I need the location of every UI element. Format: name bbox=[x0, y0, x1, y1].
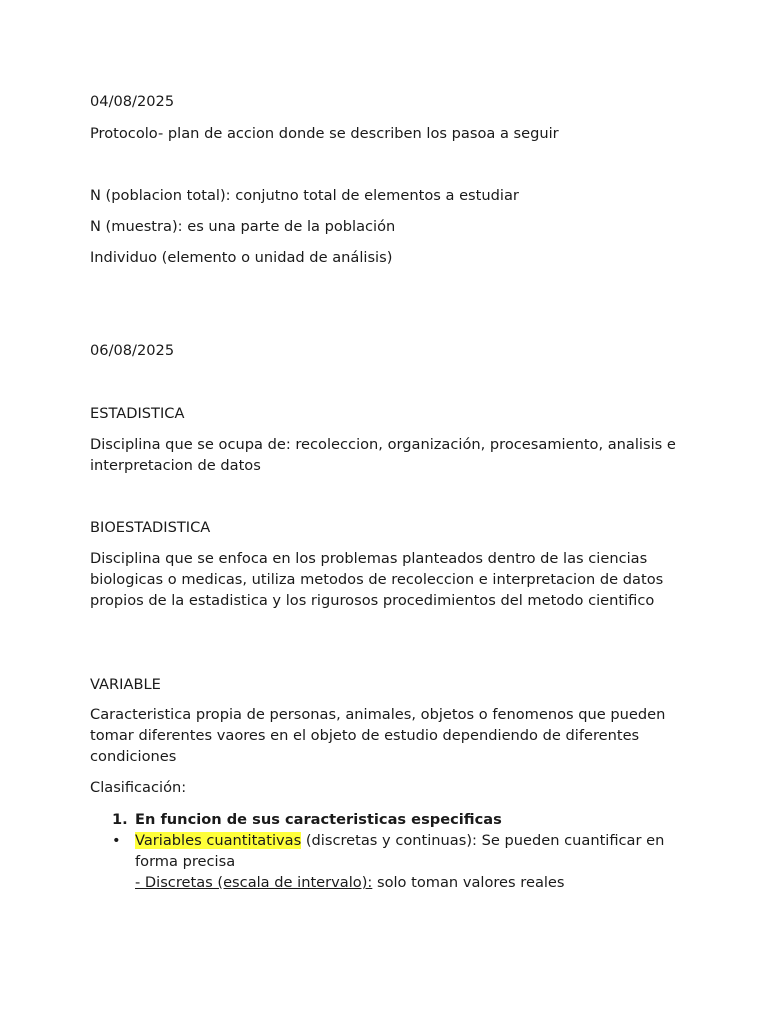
individuo-line: Individuo (elemento o unidad de análisis) bbox=[90, 249, 393, 266]
cuantitativas-item bbox=[135, 830, 680, 893]
poblacion-line: N (poblacion total): conjutno total de elementos a estudiar bbox=[90, 187, 519, 204]
discretas-underlined: - Discretas (escala de intervalo): bbox=[135, 874, 373, 891]
estadistica-heading: ESTADISTICA bbox=[90, 405, 185, 422]
bioestadistica-definition: Disciplina que se enfoca en los problemas planteados dentro de las ciencias biologicas o medicas, utiliza metodos de recoleccion e interpretacion de datos propios de la estadistica y los rigurosos procedimientos del metodo cientifico bbox=[90, 550, 664, 609]
protocolo-line: Protocolo- plan de accion donde se describen los pasoa a seguir bbox=[90, 125, 559, 142]
variable-definition: Caracteristica propia de personas, animales, objetos o fenomenos que pueden tomar diferentes vaores en el objeto de estudio dependiendo de diferentes condiciones bbox=[90, 706, 666, 765]
cuantitativas-text: (discretas y continuas): Se pueden cuantificar en forma precisa bbox=[135, 832, 665, 870]
cuantitativas-highlight: Variables cuantitativas bbox=[135, 832, 302, 849]
bullet-marker: • bbox=[112, 832, 121, 849]
date-entry-1: 04/08/2025 bbox=[90, 93, 175, 110]
variable-heading: VARIABLE bbox=[90, 676, 161, 693]
list-number-1: 1. bbox=[112, 811, 128, 828]
bioestadistica-heading: BIOESTADISTICA bbox=[90, 519, 211, 536]
discretas-text: solo toman valores reales bbox=[372, 874, 565, 891]
clasificacion-label: Clasificación: bbox=[90, 779, 187, 796]
estadistica-definition: Disciplina que se ocupa de: recoleccion, organización, procesamiento, analisis e interpretacion de datos bbox=[90, 436, 676, 474]
muestra-line: N (muestra): es una parte de la población bbox=[90, 218, 396, 235]
date-entry-2: 06/08/2025 bbox=[90, 342, 175, 359]
list-item-1: En funcion de sus caracteristicas especificas bbox=[135, 811, 502, 828]
